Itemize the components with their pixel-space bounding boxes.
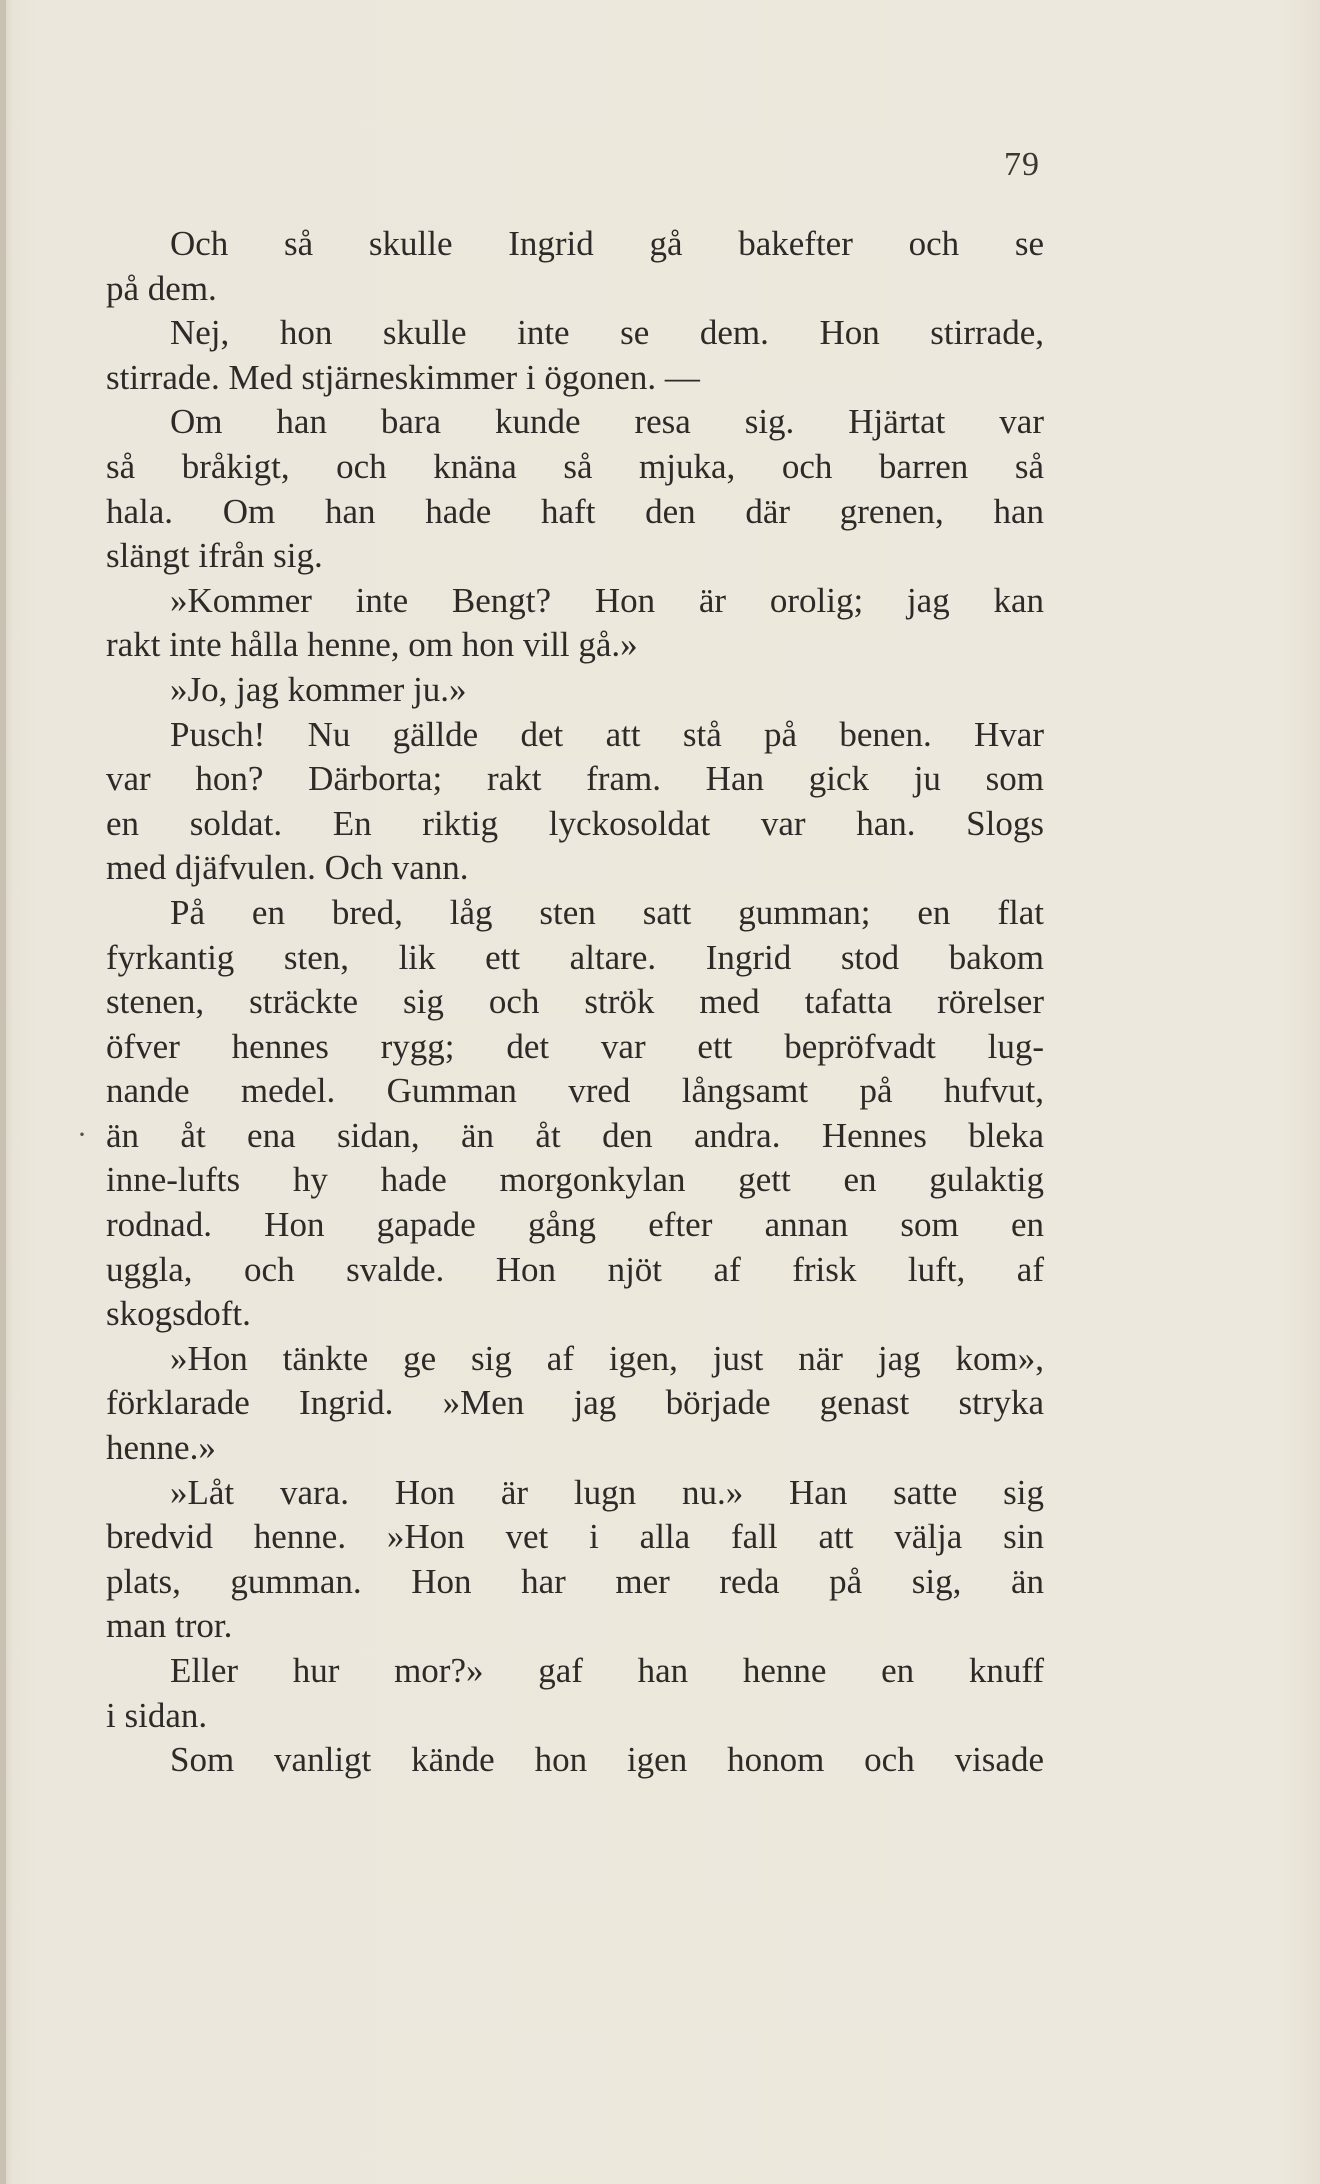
text-line: rakt inte hålla henne, om hon vill gå.»: [106, 625, 638, 665]
text-line: hala. Om han hade haft den där grenen, han: [106, 491, 1044, 531]
text-line: på dem.: [106, 268, 217, 308]
text-line: Som vanligt kände hon igen honom och visade: [170, 1740, 1044, 1780]
text-line: »Kommer inte Bengt? Hon är orolig; jag kan: [170, 580, 1044, 620]
text-line: uggla, och svalde. Hon njöt af frisk luft, af: [106, 1249, 1044, 1289]
text-line: Pusch! Nu gällde det att stå på benen. Hvar: [170, 714, 1044, 754]
text-line: rodnad. Hon gapade gång efter annan som en: [106, 1205, 1044, 1245]
text-line: i sidan.: [106, 1695, 208, 1735]
text-line: stirrade. Med stjärneskimmer i ögonen. —: [106, 357, 700, 397]
text-line: inne-lufts hy hade morgonkylan gett en gulaktig: [106, 1160, 1044, 1200]
text-line: skogsdoft.: [106, 1294, 251, 1334]
text-line: Nej, hon skulle inte se dem. Hon stirrade,: [170, 313, 1044, 353]
text-line: än åt ena sidan, än åt den andra. Hennes bleka: [106, 1115, 1044, 1155]
text-line: man tror.: [106, 1606, 233, 1646]
margin-mark: ·: [77, 1118, 87, 1151]
page-number: 79: [1004, 146, 1040, 183]
text-line: förklarade Ingrid. »Men jag började genast stryka: [106, 1383, 1044, 1423]
text-line: Eller hur mor?» gaf han henne en knuff: [170, 1651, 1044, 1690]
text-line: »Hon tänkte ge sig af igen, just när jag kom»,: [170, 1338, 1044, 1378]
text-line: stenen, sträckte sig och strök med tafatta rörelser: [106, 982, 1044, 1022]
text-line: Och så skulle Ingrid gå bakefter och se: [170, 224, 1044, 263]
page-spine-edge: [0, 0, 6, 2184]
text-line: plats, gumman. Hon har mer reda på sig, än: [106, 1561, 1044, 1601]
text-line: henne.»: [106, 1428, 216, 1468]
text-line: »Jo, jag kommer ju.»: [170, 669, 467, 709]
text-line: med djäfvulen. Och vann.: [106, 848, 469, 888]
body-text: [106, 222, 1044, 1783]
text-line: öfver hennes rygg; det var ett bepröfvadt lug-: [106, 1026, 1044, 1066]
text-line: På en bred, låg sten satt gumman; en flat: [170, 892, 1044, 932]
text-line: en soldat. En riktig lyckosoldat var han. Slogs: [106, 803, 1044, 843]
text-line: var hon? Därborta; rakt fram. Han gick ju som: [106, 759, 1044, 799]
text-line: så bråkigt, och knäna så mjuka, och barren så: [106, 446, 1044, 486]
text-line: Om han bara kunde resa sig. Hjärtat var: [170, 402, 1044, 442]
text-line: bredvid henne. »Hon vet i alla fall att välja sin: [106, 1517, 1044, 1557]
text-line: slängt ifrån sig.: [106, 536, 323, 576]
text-line: fyrkantig sten, lik ett altare. Ingrid stod bakom: [106, 937, 1044, 977]
text-line: »Låt vara. Hon är lugn nu.» Han satte sig: [170, 1472, 1044, 1512]
text-line: nande medel. Gumman vred långsamt på hufvut,: [106, 1071, 1044, 1111]
